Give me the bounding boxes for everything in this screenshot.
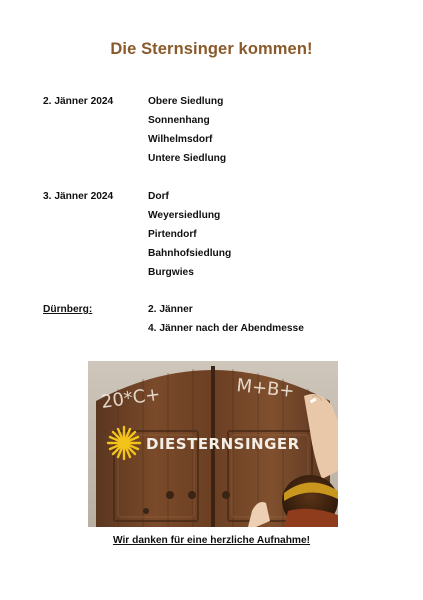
- schedule-place: Wilhelmsdorf: [148, 134, 213, 145]
- schedule-date: Dürnberg:: [43, 304, 93, 315]
- schedule-place: Untere Siedlung: [148, 153, 227, 164]
- thanks-message: Wir danken für eine herzliche Aufnahme!: [112, 535, 311, 546]
- schedule-place: Burgwies: [148, 267, 194, 278]
- schedule-place: Pirtendorf: [148, 229, 197, 240]
- star-logo-icon: [108, 427, 140, 459]
- schedule-place: Sonnenhang: [148, 115, 210, 126]
- schedule-date: 3. Jänner 2024: [43, 191, 114, 202]
- chalk-inscription-left: 20*C+: [99, 383, 162, 413]
- sternsinger-door-photo: [88, 361, 338, 527]
- schedule-place: Obere Siedlung: [148, 96, 224, 107]
- schedule-place: Dorf: [148, 191, 169, 202]
- schedule-place: Weyersiedlung: [148, 210, 221, 221]
- chalk-inscription-right: M+B+: [235, 375, 296, 403]
- schedule-place: 2. Jänner: [148, 304, 193, 315]
- schedule-place: 4. Jänner nach der Abendmesse: [148, 323, 304, 334]
- schedule-place: Bahnhofsiedlung: [148, 248, 232, 259]
- page-title: Die Sternsinger kommen!: [110, 40, 313, 58]
- logo-text: DIESTERNSINGER: [146, 435, 300, 453]
- schedule-date: 2. Jänner 2024: [43, 96, 114, 107]
